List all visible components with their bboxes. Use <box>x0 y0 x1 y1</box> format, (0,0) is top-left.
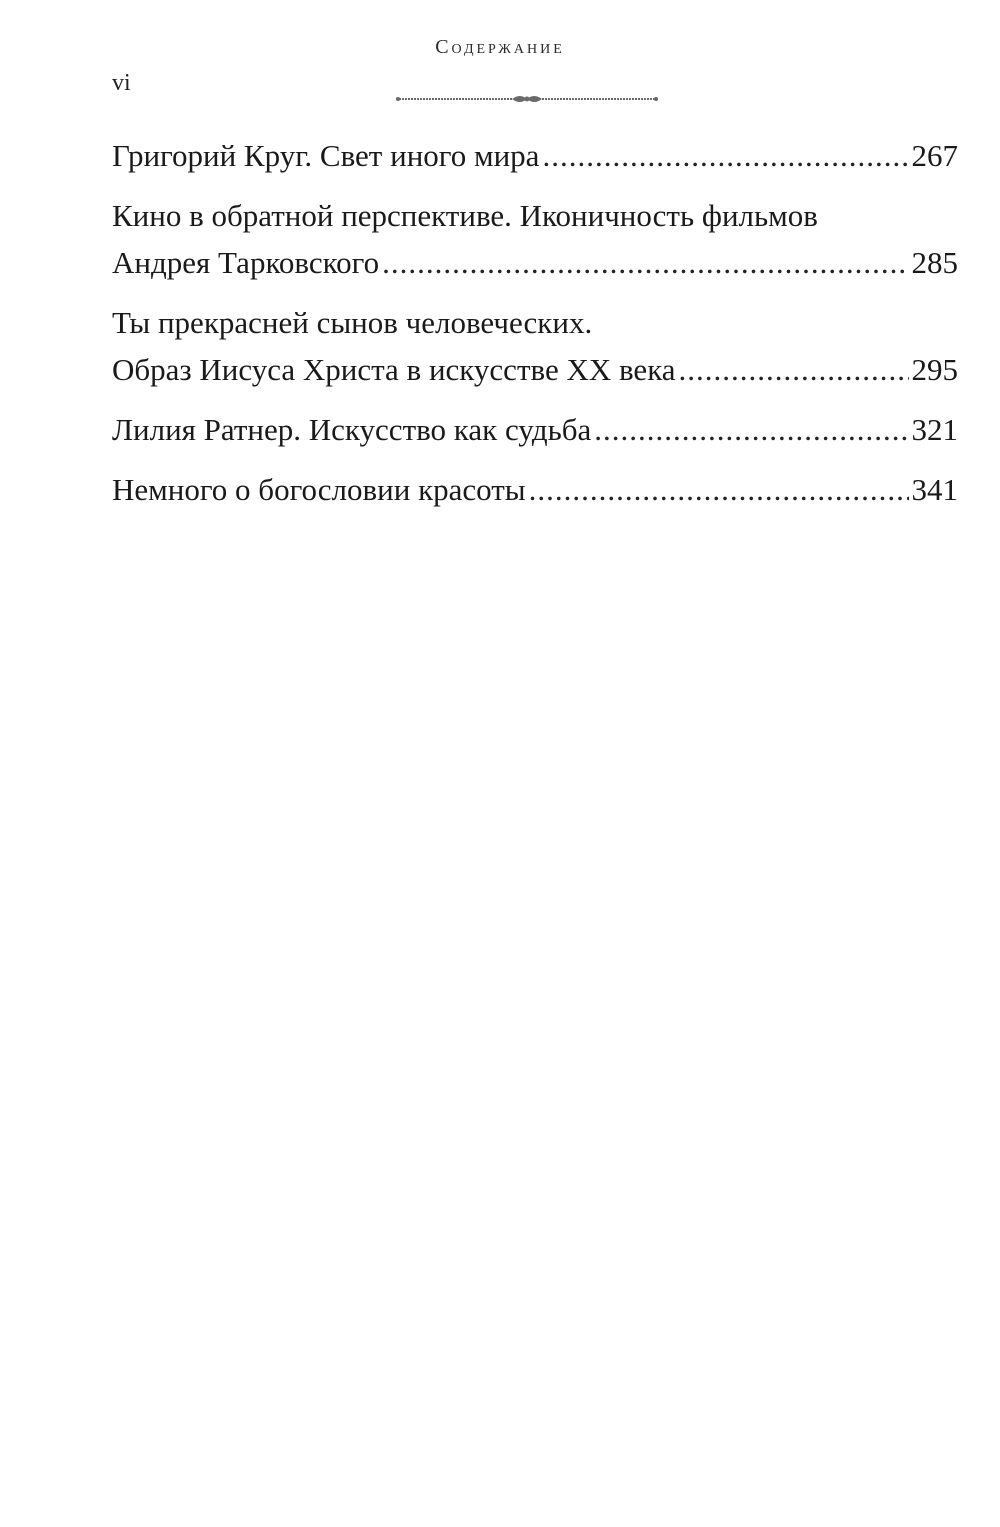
toc-entry-page[interactable]: 285 <box>911 245 958 280</box>
toc-entry[interactable] <box>112 192 958 286</box>
toc-entry-page[interactable]: 341 <box>911 472 958 507</box>
running-head: Содержание <box>435 36 565 58</box>
toc-entry-title[interactable]: Образ Иисуса Христа в искусстве XX века <box>112 352 676 387</box>
dot-leader <box>382 239 908 286</box>
dot-leader <box>529 466 909 513</box>
ornamental-rule-icon <box>394 92 660 106</box>
dot-leader <box>594 406 908 453</box>
toc-entry[interactable] <box>112 466 958 513</box>
toc-entry-title[interactable]: Григорий Круг. Свет иного мира <box>112 138 540 173</box>
dot-leader <box>542 132 908 179</box>
toc-entry[interactable] <box>112 132 958 179</box>
toc-entry[interactable] <box>112 299 958 393</box>
toc-entry-title[interactable]: Немного о богословии красоты <box>112 472 526 507</box>
toc-entry-page[interactable]: 267 <box>911 138 958 173</box>
page-number: vi <box>112 70 131 96</box>
toc-entry-title[interactable]: Андрея Тарковского <box>112 245 380 280</box>
dot-leader <box>679 346 909 393</box>
toc-entry-page[interactable]: 295 <box>911 352 958 387</box>
toc-entry-title[interactable]: Лилия Ратнер. Искусство как судьба <box>112 412 592 447</box>
toc-entry[interactable] <box>112 406 958 453</box>
toc-entry-page[interactable]: 321 <box>911 412 958 447</box>
toc-entry-title-line[interactable]: Ты прекрасней сынов человеческих. <box>112 305 593 340</box>
table-of-contents <box>112 132 958 526</box>
toc-entry-title-line[interactable]: Кино в обратной перспективе. Иконичность фильмов <box>112 198 818 233</box>
